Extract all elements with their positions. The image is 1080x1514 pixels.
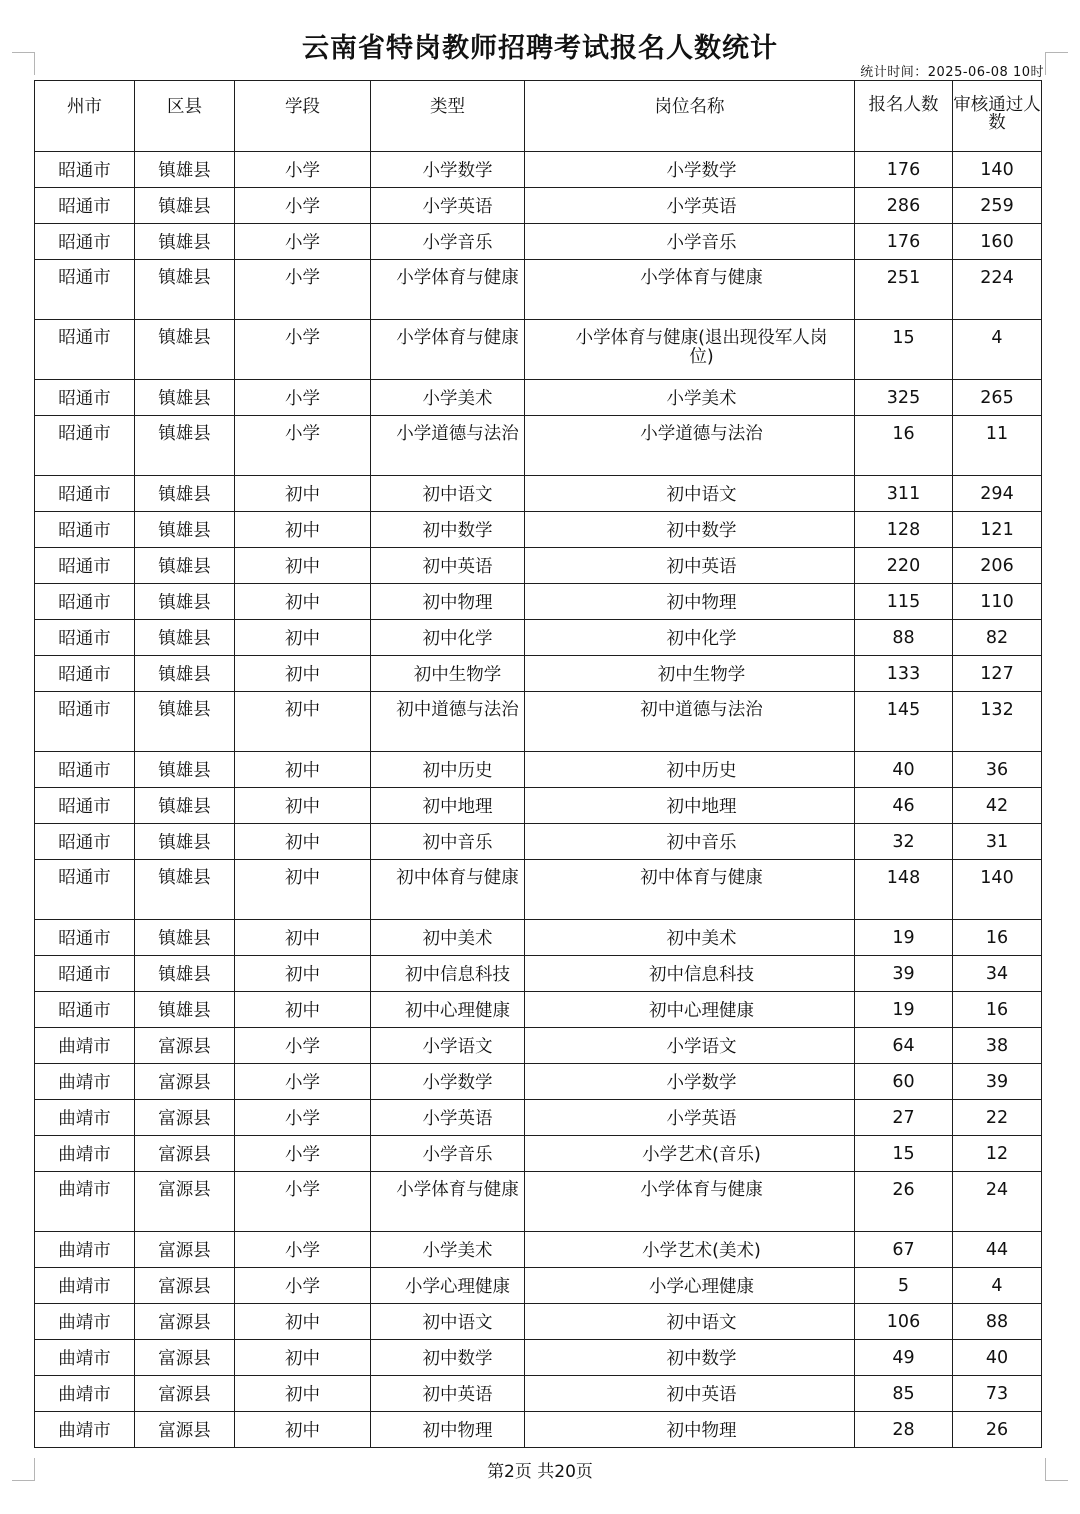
table-row	[35, 320, 1042, 380]
cell-category: 小学音乐	[371, 1136, 525, 1172]
cell-county: 富源县	[135, 1136, 235, 1172]
cell-approved: 73	[953, 1376, 1042, 1412]
cell-applicants: 85	[855, 1376, 953, 1412]
cell-category: 小学数学	[371, 152, 525, 188]
cell-category: 初中语文	[371, 476, 525, 512]
cell-approved: 26	[953, 1412, 1042, 1448]
cell-county: 镇雄县	[135, 860, 235, 920]
cell-category: 初中地理	[371, 788, 525, 824]
cell-county: 镇雄县	[135, 920, 235, 956]
cell-stage: 小学	[235, 1028, 371, 1064]
cell-prefecture: 昭通市	[35, 188, 135, 224]
header-approved: 审核通过人数	[953, 81, 1042, 152]
cell-position: 初中语文	[525, 1304, 855, 1340]
cell-position: 小学英语	[525, 188, 855, 224]
cell-category: 小学英语	[371, 188, 525, 224]
table-row	[35, 584, 1042, 620]
cell-category: 小学体育与健康	[371, 260, 525, 320]
table-row	[35, 1064, 1042, 1100]
cell-county: 富源县	[135, 1100, 235, 1136]
cell-county: 镇雄县	[135, 260, 235, 320]
cell-stage: 初中	[235, 824, 371, 860]
cell-position: 初中化学	[525, 620, 855, 656]
cell-applicants: 88	[855, 620, 953, 656]
header-category: 类型	[371, 81, 525, 152]
cell-position: 初中语文	[525, 476, 855, 512]
cell-category: 小学音乐	[371, 224, 525, 260]
cell-applicants: 176	[855, 152, 953, 188]
cell-approved: 16	[953, 992, 1042, 1028]
cell-stage: 初中	[235, 992, 371, 1028]
cell-approved: 88	[953, 1304, 1042, 1340]
cell-prefecture: 昭通市	[35, 152, 135, 188]
cell-applicants: 325	[855, 380, 953, 416]
cell-county: 镇雄县	[135, 956, 235, 992]
table-row	[35, 1100, 1042, 1136]
cell-applicants: 145	[855, 692, 953, 752]
cell-category: 小学体育与健康	[371, 320, 525, 380]
cell-approved: 206	[953, 548, 1042, 584]
cell-approved: 40	[953, 1340, 1042, 1376]
cell-county: 镇雄县	[135, 752, 235, 788]
cell-position: 初中英语	[525, 548, 855, 584]
cell-applicants: 49	[855, 1340, 953, 1376]
registration-table	[34, 80, 1042, 1448]
table-row	[35, 920, 1042, 956]
cell-category: 小学道德与法治	[371, 416, 525, 476]
cell-category: 初中英语	[371, 1376, 525, 1412]
cell-prefecture: 昭通市	[35, 260, 135, 320]
table-row	[35, 992, 1042, 1028]
cell-prefecture: 昭通市	[35, 956, 135, 992]
cell-stage: 小学	[235, 224, 371, 260]
cell-stage: 小学	[235, 260, 371, 320]
cell-position: 初中物理	[525, 1412, 855, 1448]
cell-position: 小学心理健康	[525, 1268, 855, 1304]
cell-approved: 82	[953, 620, 1042, 656]
cell-prefecture: 昭通市	[35, 512, 135, 548]
cell-prefecture: 昭通市	[35, 476, 135, 512]
cell-category: 初中英语	[371, 548, 525, 584]
cell-applicants: 251	[855, 260, 953, 320]
cell-applicants: 40	[855, 752, 953, 788]
cell-position: 小学体育与健康	[525, 1172, 855, 1232]
cell-county: 镇雄县	[135, 992, 235, 1028]
cell-approved: 12	[953, 1136, 1042, 1172]
cell-stage: 小学	[235, 152, 371, 188]
cell-approved: 24	[953, 1172, 1042, 1232]
cell-applicants: 16	[855, 416, 953, 476]
cell-applicants: 64	[855, 1028, 953, 1064]
header-school-stage: 学段	[235, 81, 371, 152]
cell-applicants: 60	[855, 1064, 953, 1100]
cell-county: 镇雄县	[135, 824, 235, 860]
header-prefecture: 州市	[35, 81, 135, 152]
cell-stage: 初中	[235, 656, 371, 692]
cell-applicants: 148	[855, 860, 953, 920]
cell-applicants: 286	[855, 188, 953, 224]
cell-county: 镇雄县	[135, 380, 235, 416]
cell-stage: 小学	[235, 416, 371, 476]
cell-applicants: 19	[855, 920, 953, 956]
cell-county: 富源县	[135, 1304, 235, 1340]
cell-category: 初中物理	[371, 584, 525, 620]
cell-prefecture: 昭通市	[35, 920, 135, 956]
cell-stage: 初中	[235, 956, 371, 992]
cell-applicants: 19	[855, 992, 953, 1028]
cell-prefecture: 昭通市	[35, 656, 135, 692]
cell-stage: 初中	[235, 548, 371, 584]
cell-county: 镇雄县	[135, 656, 235, 692]
cell-category: 初中心理健康	[371, 992, 525, 1028]
cell-prefecture: 曲靖市	[35, 1412, 135, 1448]
cell-applicants: 133	[855, 656, 953, 692]
cell-position: 初中历史	[525, 752, 855, 788]
cell-category: 初中美术	[371, 920, 525, 956]
table-row	[35, 548, 1042, 584]
table-row	[35, 824, 1042, 860]
cell-position: 小学艺术(美术)	[525, 1232, 855, 1268]
cell-stage: 初中	[235, 1304, 371, 1340]
cell-approved: 16	[953, 920, 1042, 956]
cell-prefecture: 昭通市	[35, 380, 135, 416]
cell-category: 初中信息科技	[371, 956, 525, 992]
cell-position: 初中物理	[525, 584, 855, 620]
cell-applicants: 5	[855, 1268, 953, 1304]
table-row	[35, 1028, 1042, 1064]
cell-county: 富源县	[135, 1340, 235, 1376]
cell-category: 初中生物学	[371, 656, 525, 692]
cell-applicants: 32	[855, 824, 953, 860]
cell-prefecture: 昭通市	[35, 548, 135, 584]
cell-stage: 初中	[235, 1412, 371, 1448]
cell-prefecture: 昭通市	[35, 320, 135, 380]
cell-category: 小学英语	[371, 1100, 525, 1136]
cell-county: 富源县	[135, 1064, 235, 1100]
cell-approved: 140	[953, 152, 1042, 188]
cell-prefecture: 昭通市	[35, 752, 135, 788]
table-row	[35, 788, 1042, 824]
cell-approved: 36	[953, 752, 1042, 788]
cell-prefecture: 曲靖市	[35, 1100, 135, 1136]
table-row	[35, 1232, 1042, 1268]
cell-stage: 初中	[235, 920, 371, 956]
cell-position: 小学道德与法治	[525, 416, 855, 476]
cell-county: 镇雄县	[135, 476, 235, 512]
cell-position: 初中心理健康	[525, 992, 855, 1028]
cell-position: 初中音乐	[525, 824, 855, 860]
cell-stage: 小学	[235, 1268, 371, 1304]
table-row	[35, 224, 1042, 260]
cell-county: 镇雄县	[135, 512, 235, 548]
cell-applicants: 39	[855, 956, 953, 992]
table-row	[35, 656, 1042, 692]
cell-position: 小学美术	[525, 380, 855, 416]
cell-county: 富源县	[135, 1172, 235, 1232]
cell-county: 镇雄县	[135, 416, 235, 476]
cell-position: 初中生物学	[525, 656, 855, 692]
cell-prefecture: 曲靖市	[35, 1172, 135, 1232]
cell-approved: 34	[953, 956, 1042, 992]
cell-position: 初中道德与法治	[525, 692, 855, 752]
cell-stage: 小学	[235, 1064, 371, 1100]
cell-approved: 140	[953, 860, 1042, 920]
cell-prefecture: 曲靖市	[35, 1136, 135, 1172]
table-row	[35, 692, 1042, 752]
header-county: 区县	[135, 81, 235, 152]
cell-category: 初中历史	[371, 752, 525, 788]
cell-position: 初中英语	[525, 1376, 855, 1412]
cell-category: 初中物理	[371, 1412, 525, 1448]
cell-category: 小学数学	[371, 1064, 525, 1100]
cell-approved: 22	[953, 1100, 1042, 1136]
cell-approved: 294	[953, 476, 1042, 512]
cell-category: 初中数学	[371, 512, 525, 548]
cell-position: 小学英语	[525, 1100, 855, 1136]
cell-approved: 132	[953, 692, 1042, 752]
cell-prefecture: 昭通市	[35, 692, 135, 752]
cell-category: 初中道德与法治	[371, 692, 525, 752]
cell-stage: 小学	[235, 188, 371, 224]
cell-prefecture: 曲靖市	[35, 1340, 135, 1376]
cell-county: 镇雄县	[135, 188, 235, 224]
cell-applicants: 128	[855, 512, 953, 548]
table-header-row	[35, 81, 1042, 152]
cell-applicants: 28	[855, 1412, 953, 1448]
cell-applicants: 26	[855, 1172, 953, 1232]
table-row	[35, 260, 1042, 320]
cell-position: 小学体育与健康(退出现役军人岗位)	[525, 320, 855, 380]
cell-stage: 小学	[235, 1136, 371, 1172]
cell-prefecture: 昭通市	[35, 416, 135, 476]
table-body	[35, 152, 1042, 1448]
cell-prefecture: 昭通市	[35, 860, 135, 920]
cell-position: 初中数学	[525, 1340, 855, 1376]
cell-prefecture: 曲靖市	[35, 1268, 135, 1304]
cell-position: 小学数学	[525, 1064, 855, 1100]
cell-approved: 160	[953, 224, 1042, 260]
cell-position: 小学数学	[525, 152, 855, 188]
cell-county: 镇雄县	[135, 152, 235, 188]
table-row	[35, 152, 1042, 188]
cell-category: 小学心理健康	[371, 1268, 525, 1304]
cell-prefecture: 昭通市	[35, 992, 135, 1028]
cell-county: 富源县	[135, 1376, 235, 1412]
cell-applicants: 67	[855, 1232, 953, 1268]
cell-position: 小学艺术(音乐)	[525, 1136, 855, 1172]
cell-stage: 初中	[235, 692, 371, 752]
cell-stage: 小学	[235, 380, 371, 416]
cell-applicants: 15	[855, 320, 953, 380]
cell-approved: 4	[953, 1268, 1042, 1304]
cell-applicants: 15	[855, 1136, 953, 1172]
cell-applicants: 46	[855, 788, 953, 824]
cell-prefecture: 曲靖市	[35, 1064, 135, 1100]
cell-prefecture: 昭通市	[35, 788, 135, 824]
cell-approved: 224	[953, 260, 1042, 320]
cell-stage: 初中	[235, 584, 371, 620]
header-applicants: 报名人数	[855, 81, 953, 152]
cell-position: 初中数学	[525, 512, 855, 548]
header-position-name: 岗位名称	[525, 81, 855, 152]
cell-applicants: 176	[855, 224, 953, 260]
cell-stage: 初中	[235, 512, 371, 548]
cell-approved: 38	[953, 1028, 1042, 1064]
cell-stage: 初中	[235, 476, 371, 512]
cell-applicants: 115	[855, 584, 953, 620]
cell-applicants: 220	[855, 548, 953, 584]
cell-approved: 110	[953, 584, 1042, 620]
cell-county: 镇雄县	[135, 620, 235, 656]
cell-category: 初中语文	[371, 1304, 525, 1340]
table-row	[35, 416, 1042, 476]
cell-county: 富源县	[135, 1028, 235, 1064]
table-row	[35, 620, 1042, 656]
cell-category: 小学美术	[371, 1232, 525, 1268]
cell-county: 镇雄县	[135, 584, 235, 620]
cell-position: 初中美术	[525, 920, 855, 956]
cell-prefecture: 曲靖市	[35, 1232, 135, 1268]
cell-county: 富源县	[135, 1232, 235, 1268]
cell-prefecture: 昭通市	[35, 584, 135, 620]
cell-stage: 初中	[235, 788, 371, 824]
cell-applicants: 27	[855, 1100, 953, 1136]
cell-approved: 259	[953, 188, 1042, 224]
cell-stage: 初中	[235, 860, 371, 920]
table-row	[35, 752, 1042, 788]
cell-approved: 44	[953, 1232, 1042, 1268]
cell-prefecture: 昭通市	[35, 224, 135, 260]
cell-stage: 小学	[235, 1100, 371, 1136]
cell-county: 镇雄县	[135, 692, 235, 752]
table-row	[35, 956, 1042, 992]
cell-prefecture: 昭通市	[35, 824, 135, 860]
cell-stage: 初中	[235, 1340, 371, 1376]
cell-category: 小学体育与健康	[371, 1172, 525, 1232]
cell-county: 富源县	[135, 1412, 235, 1448]
cell-stage: 小学	[235, 1232, 371, 1268]
cell-category: 初中音乐	[371, 824, 525, 860]
table-row	[35, 380, 1042, 416]
cell-approved: 39	[953, 1064, 1042, 1100]
cell-stage: 小学	[235, 320, 371, 380]
cell-approved: 121	[953, 512, 1042, 548]
table-row	[35, 1268, 1042, 1304]
cell-stage: 初中	[235, 752, 371, 788]
cell-approved: 42	[953, 788, 1042, 824]
cell-applicants: 106	[855, 1304, 953, 1340]
cell-approved: 4	[953, 320, 1042, 380]
cell-position: 小学音乐	[525, 224, 855, 260]
table-row	[35, 476, 1042, 512]
cell-category: 初中数学	[371, 1340, 525, 1376]
table-row	[35, 860, 1042, 920]
cell-stage: 初中	[235, 1376, 371, 1412]
cell-position: 小学体育与健康	[525, 260, 855, 320]
stats-timestamp: 统计时间：2025-06-08 10时	[860, 65, 1044, 80]
cell-stage: 小学	[235, 1172, 371, 1232]
table-row	[35, 1412, 1042, 1448]
page-title: 云南省特岗教师招聘考试报名人数统计	[302, 33, 778, 64]
cell-approved: 127	[953, 656, 1042, 692]
cell-county: 镇雄县	[135, 548, 235, 584]
cell-county: 镇雄县	[135, 320, 235, 380]
cell-county: 富源县	[135, 1268, 235, 1304]
cell-category: 初中体育与健康	[371, 860, 525, 920]
cell-approved: 265	[953, 380, 1042, 416]
cell-prefecture: 曲靖市	[35, 1376, 135, 1412]
cell-county: 镇雄县	[135, 224, 235, 260]
cell-category: 小学美术	[371, 380, 525, 416]
cell-county: 镇雄县	[135, 788, 235, 824]
cell-prefecture: 昭通市	[35, 620, 135, 656]
cell-category: 初中化学	[371, 620, 525, 656]
cell-prefecture: 曲靖市	[35, 1304, 135, 1340]
table-row	[35, 1136, 1042, 1172]
table-row	[35, 1304, 1042, 1340]
cell-position: 初中地理	[525, 788, 855, 824]
cell-category: 小学语文	[371, 1028, 525, 1064]
cell-position: 初中体育与健康	[525, 860, 855, 920]
cell-approved: 31	[953, 824, 1042, 860]
table-row	[35, 1340, 1042, 1376]
cell-position: 小学语文	[525, 1028, 855, 1064]
page-number: 第2页 共20页	[487, 1462, 593, 1482]
cell-stage: 初中	[235, 620, 371, 656]
cell-approved: 11	[953, 416, 1042, 476]
table-row	[35, 1172, 1042, 1232]
table-row	[35, 188, 1042, 224]
cell-applicants: 311	[855, 476, 953, 512]
cell-prefecture: 曲靖市	[35, 1028, 135, 1064]
cell-position: 初中信息科技	[525, 956, 855, 992]
table-row	[35, 1376, 1042, 1412]
table-row	[35, 512, 1042, 548]
